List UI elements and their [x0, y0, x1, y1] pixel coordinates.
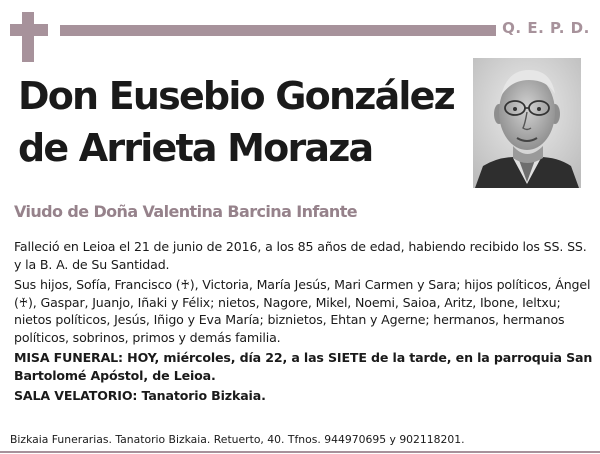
name-line-1: Don Eusebio González: [18, 74, 454, 118]
portrait-photo: [473, 58, 581, 188]
deceased-name: [18, 70, 468, 174]
death-notice-paragraph: Falleció en Leioa el 21 de junio de 2016, a los 85 años de edad, habiendo recibido los SS. SS. y la B. A. de Su Santidad.: [14, 239, 587, 272]
qepd-badge: Q. E. P. D.: [502, 19, 590, 37]
name-line-2: de Arrieta Moraza: [18, 126, 373, 170]
obituary-body: [14, 238, 594, 408]
header-divider-bar: [60, 25, 496, 36]
family-paragraph: Sus hijos, Sofía, Francisco (♰), Victoria, María Jesús, Mari Carmen y Sara; hijos políticos, Ángel (♰), Gaspar, Juanjo, Iñaki y Félix; nietos, Nagore, Mikel, Noemi, Saioa, Aritz, Ibone, Ieltxu; nietos políticos, Jesús, Iñigo y Eva María; biznietos, Ehtan y Agerne; hermanos, hermanos políticos, sobrinos, primos y demás familia.: [14, 277, 591, 345]
wake-room-paragraph: SALA VELATORIO: Tanatorio Bizkaia.: [14, 388, 266, 403]
bottom-divider: [0, 451, 600, 453]
funeral-mass-paragraph: MISA FUNERAL: HOY, miércoles, día 22, a las SIETE de la tarde, en la parroquia San Bartolomé Apóstol, de Leioa.: [14, 350, 593, 383]
funeral-home-footer: Bizkaia Funerarias. Tanatorio Bizkaia. Retuerto, 40. Tfnos. 944970695 y 902118201.: [10, 433, 465, 446]
widow-of-line: Viudo de Doña Valentina Barcina Infante: [14, 202, 358, 221]
